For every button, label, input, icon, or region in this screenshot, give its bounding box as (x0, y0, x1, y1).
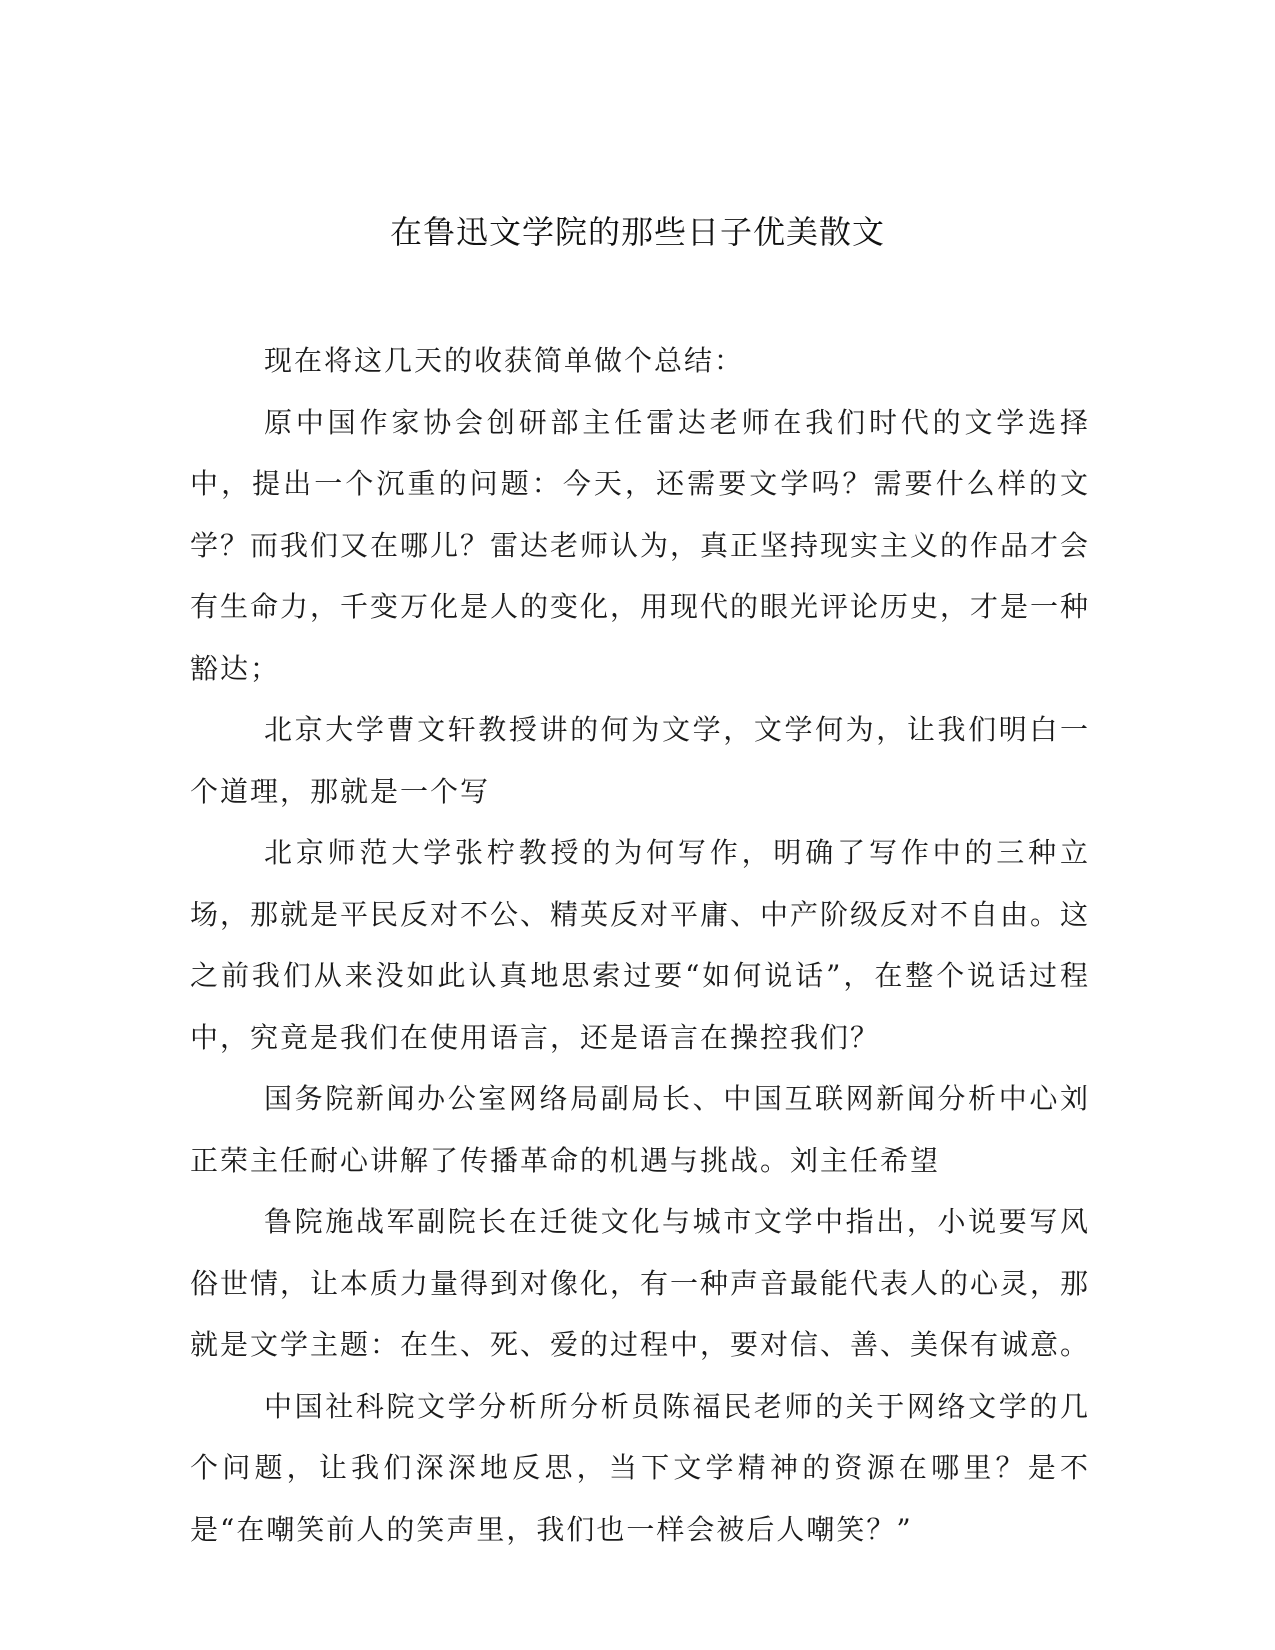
paragraph-summary-intro: 现在将这几天的收获简单做个总结： (264, 344, 745, 377)
paragraph-chen-fumin: 中国社科院文学分析所分析员陈福民老师的关于网络文学的几个问题，让我们深深地反思，当下文学精神的资源在哪里？是不是“在嘲笑前人的笑声里，我们也一样会被后人嘲笑？” (190, 1389, 1090, 1546)
paragraph-leida: 原中国作家协会创研部主任雷达老师在我们时代的文学选择中，提出一个沉重的问题：今天，还需要文学吗？需要什么样的文学？而我们又在哪儿？雷达老师认为，真正坚持现实主义的作品才会有生命力，千变万化是人的变化，用现代的眼光评论历史，才是一种豁达； (190, 405, 1091, 685)
paragraph-liu-zhengrong: 国务院新闻办公室网络局副局长、中国互联网新闻分析中心刘正荣主任耐心讲解了传播革命的机遇与挑战。刘主任希望 (190, 1082, 1090, 1177)
paragraph-zhang-ning: 北京师范大学张柠教授的为何写作，明确了写作中的三种立场，那就是平民反对不公、精英反对平庸、中产阶级反对不自由。这之前我们从来没如此认真地思索过要“如何说话”，在整个说话过程中，究竟是我们在使用语言，还是语言在操控我们？ (190, 836, 1091, 1054)
paragraph-cao-wenxuan: 北京大学曹文轩教授讲的何为文学，文学何为，让我们明白一个道理，那就是一个写 (190, 713, 1090, 808)
paragraph-shi-zhanjun: 鲁院施战军副院长在迁徙文化与城市文学中指出，小说要写风俗世情，让本质力量得到对像化，有一种声音最能代表人的心灵，那就是文学主题：在生、死、爱的过程中，要对信、善、美保有诚意。 (190, 1205, 1091, 1361)
document-title: 在鲁迅文学院的那些日子优美散文 (389, 213, 885, 251)
document-body (190, 330, 1090, 1560)
